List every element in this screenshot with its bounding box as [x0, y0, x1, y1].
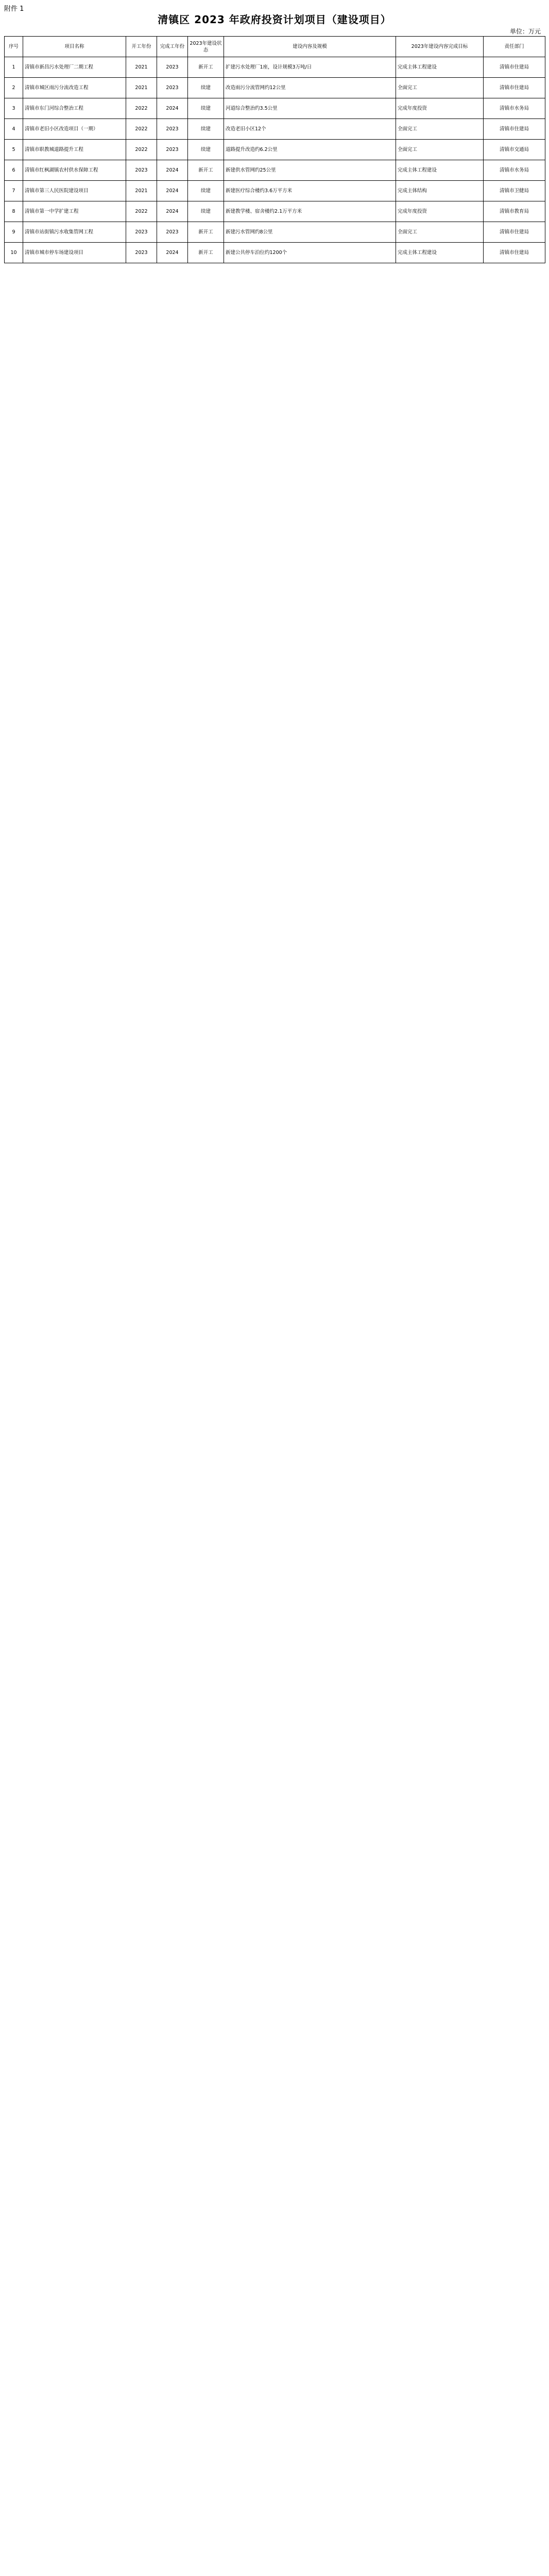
cell-name: 清镇市红枫湖镇农村供水保障工程: [23, 160, 126, 181]
table-row: [5, 57, 545, 78]
cell-name: 清镇市职教城道路提升工程: [23, 140, 126, 160]
cell-end: 2023: [157, 140, 188, 160]
cell-dept: 清镇市水务局: [484, 98, 545, 119]
cell-name: 清镇市站街镇污水收集管网工程: [23, 222, 126, 243]
cell-end: 2024: [157, 243, 188, 263]
cell-progress: 完成主体工程建设: [396, 243, 484, 263]
table-row: [5, 140, 545, 160]
cell-content: 新建污水管网约8公里: [224, 222, 396, 243]
cell-seq: 6: [5, 160, 23, 181]
cell-end: 2024: [157, 181, 188, 201]
cell-stage: 续建: [188, 181, 224, 201]
header-content: 建设内容及规模: [224, 37, 396, 57]
cell-content: 扩建污水处理厂1座，设计规模3万吨/日: [224, 57, 396, 78]
cell-seq: 1: [5, 57, 23, 78]
table-row: [5, 78, 545, 98]
cell-stage: 新开工: [188, 222, 224, 243]
cell-end: 2023: [157, 222, 188, 243]
cell-name: 清镇市第三人民医院建设项目: [23, 181, 126, 201]
cell-end: 2023: [157, 78, 188, 98]
cell-name: 清镇市东门河综合整治工程: [23, 98, 126, 119]
project-table: [4, 36, 545, 263]
cell-end: 2023: [157, 119, 188, 140]
cell-end: 2023: [157, 57, 188, 78]
cell-seq: 7: [5, 181, 23, 201]
cell-stage: 新开工: [188, 160, 224, 181]
table-row: [5, 243, 545, 263]
cell-progress: 全面完工: [396, 222, 484, 243]
attachment-label: 附件 1: [4, 5, 24, 13]
cell-stage: 续建: [188, 98, 224, 119]
table-row: [5, 160, 545, 181]
cell-dept: 清镇市卫健局: [484, 181, 545, 201]
table-row: [5, 98, 545, 119]
cell-start: 2021: [126, 78, 157, 98]
cell-start: 2023: [126, 160, 157, 181]
cell-dept: 清镇市住建局: [484, 222, 545, 243]
cell-stage: 续建: [188, 201, 224, 222]
cell-content: 新建医疗综合楼约3.6万平方米: [224, 181, 396, 201]
cell-start: 2023: [126, 243, 157, 263]
cell-content: 改造老旧小区12个: [224, 119, 396, 140]
cell-progress: 完成主体工程建设: [396, 57, 484, 78]
cell-seq: 8: [5, 201, 23, 222]
header-name: 项目名称: [23, 37, 126, 57]
cell-dept: 清镇市交通局: [484, 140, 545, 160]
table-row: [5, 119, 545, 140]
cell-progress: 全面完工: [396, 78, 484, 98]
cell-end: 2024: [157, 201, 188, 222]
cell-progress: 完成年度投资: [396, 98, 484, 119]
cell-dept: 清镇市教育局: [484, 201, 545, 222]
cell-progress: 完成年度投资: [396, 201, 484, 222]
cell-progress: 完成主体结构: [396, 181, 484, 201]
cell-start: 2021: [126, 57, 157, 78]
table-header-row: [5, 37, 545, 57]
cell-stage: 续建: [188, 140, 224, 160]
header-stage: 2023年建设状态: [188, 37, 224, 57]
cell-end: 2024: [157, 98, 188, 119]
cell-seq: 9: [5, 222, 23, 243]
cell-stage: 续建: [188, 78, 224, 98]
cell-start: 2022: [126, 119, 157, 140]
page-title: 清镇区 2023 年政府投资计划项目（建设项目）: [158, 13, 391, 26]
header-end: 完成工年份: [157, 37, 188, 57]
cell-name: 清镇市城区雨污分流改造工程: [23, 78, 126, 98]
cell-start: 2022: [126, 140, 157, 160]
header-start: 开工年份: [126, 37, 157, 57]
cell-name: 清镇市城市停车场建设项目: [23, 243, 126, 263]
cell-dept: 清镇市住建局: [484, 243, 545, 263]
cell-seq: 2: [5, 78, 23, 98]
cell-start: 2022: [126, 98, 157, 119]
cell-dept: 清镇市水务局: [484, 160, 545, 181]
cell-content: 道路提升改造约6.2公里: [224, 140, 396, 160]
cell-dept: 清镇市住建局: [484, 78, 545, 98]
cell-dept: 清镇市住建局: [484, 57, 545, 78]
cell-seq: 4: [5, 119, 23, 140]
cell-name: 清镇市新昌污水处理厂二期工程: [23, 57, 126, 78]
cell-seq: 5: [5, 140, 23, 160]
cell-progress: 完成主体工程建设: [396, 160, 484, 181]
cell-stage: 续建: [188, 119, 224, 140]
cell-end: 2024: [157, 160, 188, 181]
cell-content: 河道综合整治约3.5公里: [224, 98, 396, 119]
cell-stage: 新开工: [188, 57, 224, 78]
cell-progress: 全面完工: [396, 140, 484, 160]
table-row: [5, 222, 545, 243]
cell-start: 2023: [126, 222, 157, 243]
table-row: [5, 181, 545, 201]
header-seq: 序号: [5, 37, 23, 57]
cell-start: 2021: [126, 181, 157, 201]
cell-progress: 全面完工: [396, 119, 484, 140]
unit-label: 单位：万元: [509, 28, 541, 35]
cell-content: 改造雨污分流管网约12公里: [224, 78, 396, 98]
cell-content: 新建教学楼、宿舍楼约2.1万平方米: [224, 201, 396, 222]
cell-content: 新建供水管网约25公里: [224, 160, 396, 181]
header-progress: 2023年建设内容完成目标: [396, 37, 484, 57]
cell-content: 新建公共停车泊位约1200个: [224, 243, 396, 263]
cell-dept: 清镇市住建局: [484, 119, 545, 140]
cell-name: 清镇市第一中学扩建工程: [23, 201, 126, 222]
cell-seq: 3: [5, 98, 23, 119]
cell-name: 清镇市老旧小区改造项目（一期）: [23, 119, 126, 140]
cell-start: 2022: [126, 201, 157, 222]
cell-seq: 10: [5, 243, 23, 263]
table-row: [5, 201, 545, 222]
cell-stage: 新开工: [188, 243, 224, 263]
header-dept: 责任部门: [484, 37, 545, 57]
